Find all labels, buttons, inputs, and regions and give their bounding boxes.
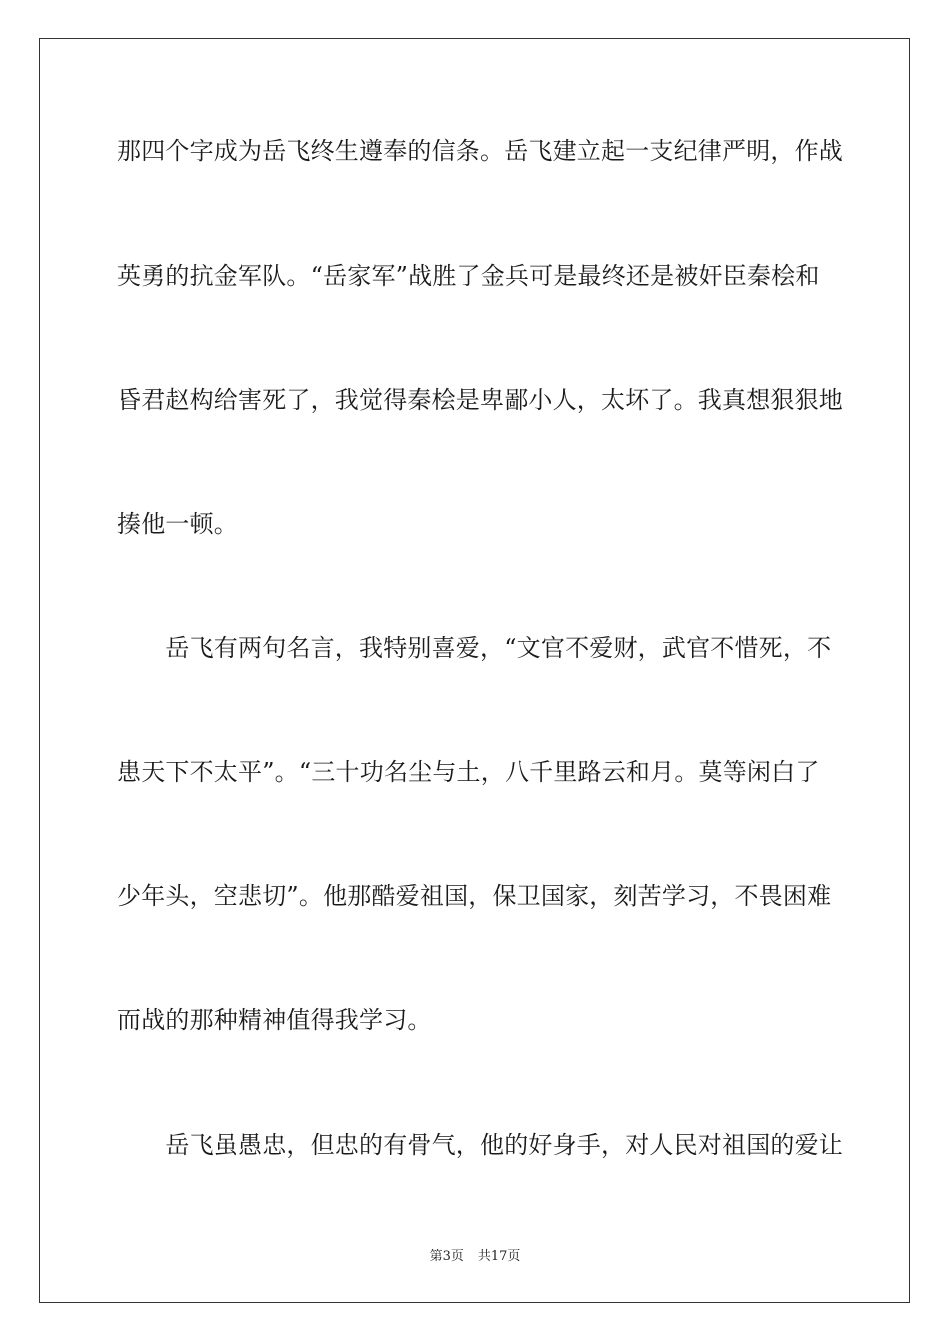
text-line: 岳飞有两句名言，我特别喜爱，“文官不爱财，武官不惜死，不 bbox=[117, 634, 832, 662]
text-line: 揍他一顿。 bbox=[117, 510, 238, 538]
text-line: 岳飞虽愚忠，但忠的有骨气，他的好身手，对人民对祖国的爱让 bbox=[117, 1131, 843, 1159]
text-line: 少年头，空悲切”。他那酷爱祖国，保卫国家，刻苦学习，不畏困难 bbox=[117, 882, 832, 910]
text-line: 患天下不太平”。“三十功名尘与土，八千里路云和月。莫等闲白了 bbox=[117, 758, 820, 786]
page-number: 第3页 bbox=[429, 1249, 464, 1264]
text-line: 昏君赵构给害死了，我觉得秦桧是卑鄙小人，太坏了。我真想狠狠地 bbox=[117, 386, 843, 414]
text-line: 英勇的抗金军队。“岳家军”战胜了金兵可是最终还是被奸臣秦桧和 bbox=[117, 262, 820, 290]
page-footer bbox=[0, 1248, 950, 1266]
text-line: 而战的那种精神值得我学习。 bbox=[117, 1006, 432, 1034]
page-border bbox=[39, 38, 910, 1303]
text-line: 那四个字成为岳飞终生遵奉的信条。岳飞建立起一支纪律严明，作战 bbox=[117, 137, 843, 165]
total-pages: 共17页 bbox=[477, 1249, 521, 1264]
